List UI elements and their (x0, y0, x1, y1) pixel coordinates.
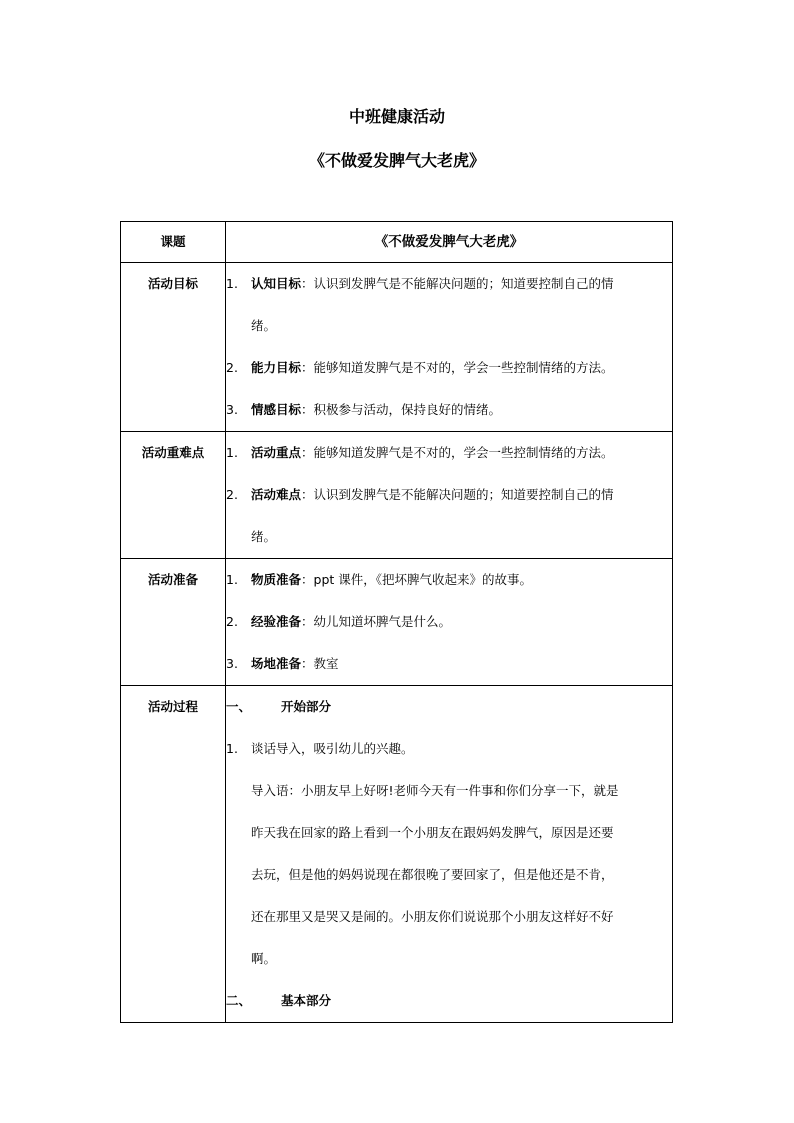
list-item: 1. 物质准备：ppt 课件，《把坏脾气收起来》的故事。 (226, 572, 533, 587)
goals-label: 活动目标 (147, 276, 198, 291)
paragraph-line: 去玩，但是他的妈妈说现在都很晚了要回家了，但是他还是不肯， (251, 867, 614, 882)
section-heading: 二、 基本部分 (226, 993, 332, 1008)
paragraph-line: 昨天我在回家的路上看到一个小朋友在跟妈妈发脾气，原因是还要 (251, 825, 614, 840)
process-label: 活动过程 (147, 699, 198, 714)
goals-content (226, 263, 673, 432)
list-item: 2. 经验准备：幼儿知道坏脾气是什么。 (226, 614, 452, 629)
key-points-content (226, 432, 673, 559)
list-item: 1. 谈话导入，吸引幼儿的兴趣。 (226, 741, 414, 756)
row-topic (121, 222, 673, 263)
list-item: 3. 情感目标：积极参与活动，保持良好的情绪。 (226, 402, 502, 417)
topic-value: 《不做爱发脾气大老虎》 (226, 222, 673, 263)
list-item: 2. 活动难点：认识到发脾气是不能解决问题的；知道要控制自己的情 (226, 487, 614, 502)
preparation-label-cell (121, 559, 226, 686)
doc-title-line1: 中班健康活动 (348, 107, 445, 126)
row-key-points (121, 432, 673, 559)
goals-label-cell (121, 263, 226, 432)
lesson-plan-table (120, 221, 673, 1023)
paragraph-line: 还在那里又是哭又是闹的。小朋友你们说说那个小朋友这样好不好 (251, 909, 614, 924)
list-item-continuation: 绪。 (251, 318, 277, 333)
list-item: 3. 场地准备：教室 (226, 656, 339, 671)
list-item: 1. 活动重点：能够知道发脾气是不对的，学会一些控制情绪的方法。 (226, 445, 614, 460)
section-heading: 一、 开始部分 (226, 699, 332, 714)
paragraph-line: 啊。 (251, 951, 277, 966)
key-points-label-cell (121, 432, 226, 559)
row-process (121, 686, 673, 1023)
preparation-content (226, 559, 673, 686)
process-content (226, 686, 673, 1023)
paragraph-line: 导入语：小朋友早上好呀!老师今天有一件事和你们分享一下，就是 (251, 783, 619, 798)
list-item: 1. 认知目标：认识到发脾气是不能解决问题的；知道要控制自己的情 (226, 276, 614, 291)
doc-title-line2: 《不做爱发脾气大老虎》 (308, 151, 485, 170)
row-goals (121, 263, 673, 432)
process-label-cell (121, 686, 226, 1023)
topic-label-cell (121, 222, 226, 263)
list-item-continuation: 绪。 (251, 529, 277, 544)
topic-label: 课题 (160, 234, 186, 249)
row-preparation (121, 559, 673, 686)
list-item: 2. 能力目标：能够知道发脾气是不对的，学会一些控制情绪的方法。 (226, 360, 614, 375)
key-points-label: 活动重难点 (141, 445, 205, 460)
preparation-label: 活动准备 (147, 572, 198, 587)
